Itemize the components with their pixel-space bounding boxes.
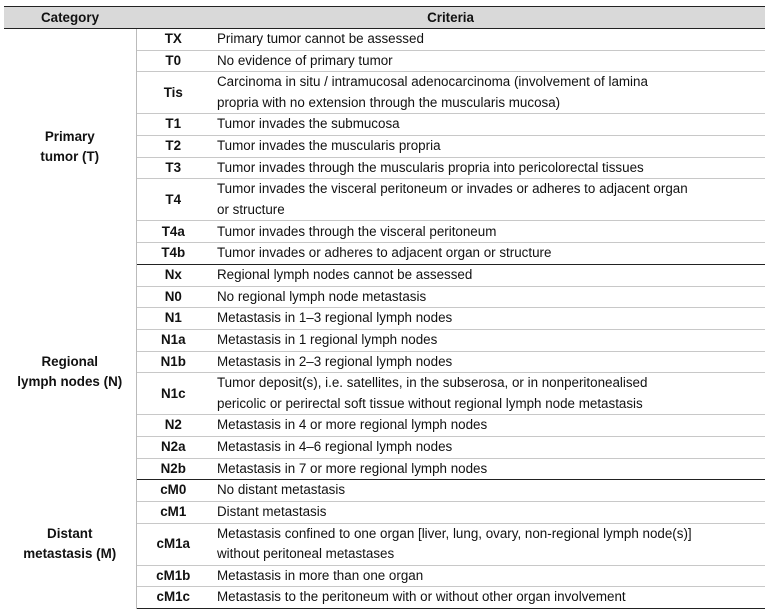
table-row (4, 480, 765, 502)
criteria-line2: propria with no extension through the muscularis mucosa) (217, 94, 561, 110)
stage-code: N1c (136, 373, 210, 415)
criteria-line1: Metastasis confined to one organ [liver, lung, ovary, non-regional lymph node(s)] (217, 525, 692, 541)
criteria-description: No distant metastasis (210, 480, 765, 502)
criteria-description (210, 373, 765, 415)
criteria-description: Primary tumor cannot be assessed (210, 29, 765, 51)
stage-code: T0 (136, 50, 210, 72)
category-label-line2: lymph nodes (N) (17, 374, 123, 390)
stage-code: T1 (136, 114, 210, 136)
category-column-header: Category (4, 7, 136, 29)
category-label-line2: tumor (T) (40, 148, 100, 164)
category-cell (4, 29, 136, 265)
table-body (4, 29, 765, 609)
criteria-description: Metastasis in 1 regional lymph nodes (210, 329, 765, 351)
category-label-line2: metastasis (M) (23, 546, 117, 562)
table-header-row (4, 7, 765, 29)
criteria-description: Tumor invades or adheres to adjacent organ or structure (210, 243, 765, 265)
category-label-line1: Distant (47, 526, 93, 542)
criteria-description: Metastasis in 2–3 regional lymph nodes (210, 351, 765, 373)
criteria-description: Tumor invades through the muscularis propria into pericolorectal tissues (210, 157, 765, 179)
criteria-column-header: Criteria (136, 7, 765, 29)
stage-code: N2a (136, 436, 210, 458)
category-label-line1: Regional (41, 354, 99, 370)
stage-code: T4a (136, 221, 210, 243)
criteria-description: Metastasis in 1–3 regional lymph nodes (210, 308, 765, 330)
criteria-description: No evidence of primary tumor (210, 50, 765, 72)
tnm-table-container (4, 6, 765, 609)
stage-code: N0 (136, 286, 210, 308)
stage-code: T4b (136, 243, 210, 265)
stage-code: cM1c (136, 587, 210, 609)
criteria-description (210, 72, 765, 114)
stage-code: cM1a (136, 523, 210, 565)
tnm-classification-table (4, 6, 765, 609)
criteria-line1: Tumor deposit(s), i.e. satellites, in the subserosa, or in nonperitonealised (217, 375, 648, 391)
criteria-description: Metastasis in 4–6 regional lymph nodes (210, 436, 765, 458)
stage-code: N1 (136, 308, 210, 330)
stage-code: Tis (136, 72, 210, 114)
criteria-description: Metastasis in 4 or more regional lymph nodes (210, 415, 765, 437)
stage-code: Nx (136, 264, 210, 286)
criteria-description: Distant metastasis (210, 502, 765, 524)
category-cell (4, 480, 136, 609)
criteria-line1: Carcinoma in situ / intramucosal adenocarcinoma (involvement of lamina (217, 74, 648, 90)
criteria-line2: without peritoneal metastases (217, 546, 395, 562)
criteria-description: Metastasis in 7 or more regional lymph nodes (210, 458, 765, 480)
criteria-line2: pericolic or perirectal soft tissue without regional lymph node metastasis (217, 395, 643, 411)
criteria-description: Tumor invades the submucosa (210, 114, 765, 136)
stage-code: N2b (136, 458, 210, 480)
stage-code: T4 (136, 179, 210, 221)
stage-code: TX (136, 29, 210, 51)
stage-code: N1b (136, 351, 210, 373)
criteria-description: Tumor invades through the visceral peritoneum (210, 221, 765, 243)
category-label-line1: Primary (44, 128, 95, 144)
criteria-description: Metastasis to the peritoneum with or without other organ involvement (210, 587, 765, 609)
criteria-description: Regional lymph nodes cannot be assessed (210, 264, 765, 286)
table-row (4, 264, 765, 286)
stage-code: T2 (136, 136, 210, 158)
criteria-line1: Tumor invades the visceral peritoneum or invades or adheres to adjacent organ (217, 181, 688, 197)
stage-code: T3 (136, 157, 210, 179)
category-cell (4, 264, 136, 480)
criteria-description (210, 179, 765, 221)
criteria-description: Tumor invades the muscularis propria (210, 136, 765, 158)
criteria-description: Metastasis in more than one organ (210, 565, 765, 587)
stage-code: N1a (136, 329, 210, 351)
stage-code: N2 (136, 415, 210, 437)
criteria-description (210, 523, 765, 565)
table-row (4, 29, 765, 51)
stage-code: cM1b (136, 565, 210, 587)
stage-code: cM0 (136, 480, 210, 502)
stage-code: cM1 (136, 502, 210, 524)
criteria-description: No regional lymph node metastasis (210, 286, 765, 308)
criteria-line2: or structure (217, 201, 285, 217)
